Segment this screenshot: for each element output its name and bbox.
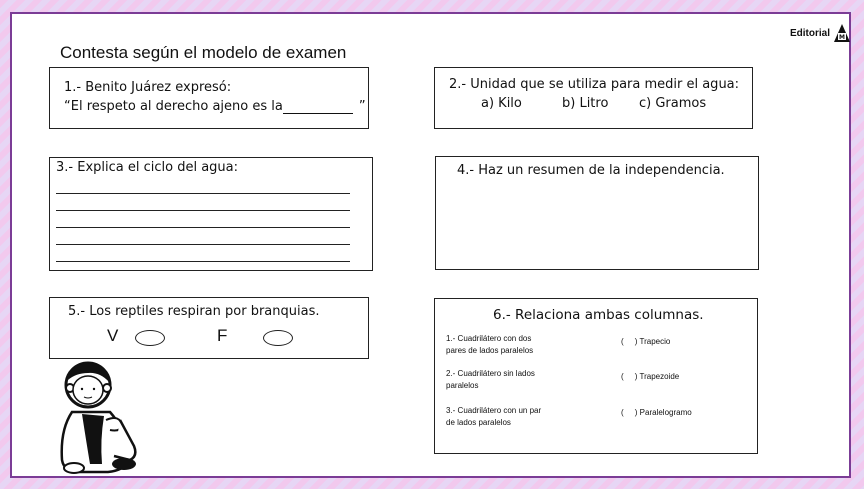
question-6-prompt: 6.- Relaciona ambas columnas.: [493, 307, 704, 323]
question-4-prompt: 4.- Haz un resumen de la independencia.: [457, 163, 725, 178]
option-b[interactable]: b) Litro: [562, 96, 609, 111]
answer-line: [56, 177, 350, 194]
false-oval[interactable]: [263, 330, 293, 346]
question-1-line1: 1.- Benito Juárez expresó:: [64, 80, 232, 95]
question-1-line2: [64, 99, 366, 114]
question-1-box: [49, 67, 369, 129]
right-item-3[interactable]: ( ) Paralelogramo: [621, 408, 692, 417]
left-item-2-line1: 2.- Cuadrilátero sin lados: [446, 369, 535, 378]
question-2-prompt: 2.- Unidad que se utiliza para medir el agua:: [449, 77, 740, 92]
answer-blank[interactable]: [283, 101, 353, 114]
question-1-quote-end: ”: [358, 99, 366, 114]
logo-mark-icon: [832, 22, 852, 44]
answer-line: [56, 211, 350, 228]
left-item-3: [446, 405, 541, 429]
true-oval[interactable]: [135, 330, 165, 346]
left-item-1: [446, 333, 533, 357]
option-c[interactable]: c) Gramos: [639, 96, 707, 111]
question-3-box: [49, 157, 373, 271]
left-item-2-line2: paralelos: [446, 381, 479, 390]
right-item-1[interactable]: ( ) Trapecio: [621, 337, 671, 346]
question-2-box: [434, 67, 753, 129]
left-item-1-line1: 1.- Cuadrilátero con dos: [446, 334, 532, 343]
left-item-2: [446, 368, 535, 392]
right-item-2[interactable]: ( ) Trapezoide: [621, 372, 680, 381]
left-item-3-line2: de lados paralelos: [446, 418, 511, 427]
question-3-prompt: 3.- Explica el ciclo del agua:: [56, 160, 238, 175]
true-label: V: [107, 326, 119, 345]
svg-text:M: M: [839, 34, 846, 41]
question-5-box: [49, 297, 369, 359]
false-label: F: [217, 326, 228, 345]
answer-line: [56, 194, 350, 211]
question-5-prompt: 5.- Los reptiles respiran por branquias.: [68, 304, 320, 319]
answer-line: [56, 228, 350, 245]
answer-lines[interactable]: [56, 177, 350, 262]
page-title: Contesta según el modelo de examen: [60, 43, 347, 62]
child-figure-icon: [50, 360, 142, 476]
answer-line: [56, 245, 350, 262]
logo-text: Editorial: [790, 27, 831, 39]
question-4-box: [435, 156, 759, 270]
editorial-logo: [790, 22, 852, 44]
left-item-1-line2: pares de lados paralelos: [446, 346, 534, 355]
left-item-3-line1: 3.- Cuadrilátero con un par: [446, 406, 542, 415]
question-6-box: [434, 298, 758, 454]
question-1-quote: “El respeto al derecho ajeno es la: [64, 99, 283, 114]
option-a[interactable]: a) Kilo: [481, 96, 522, 111]
